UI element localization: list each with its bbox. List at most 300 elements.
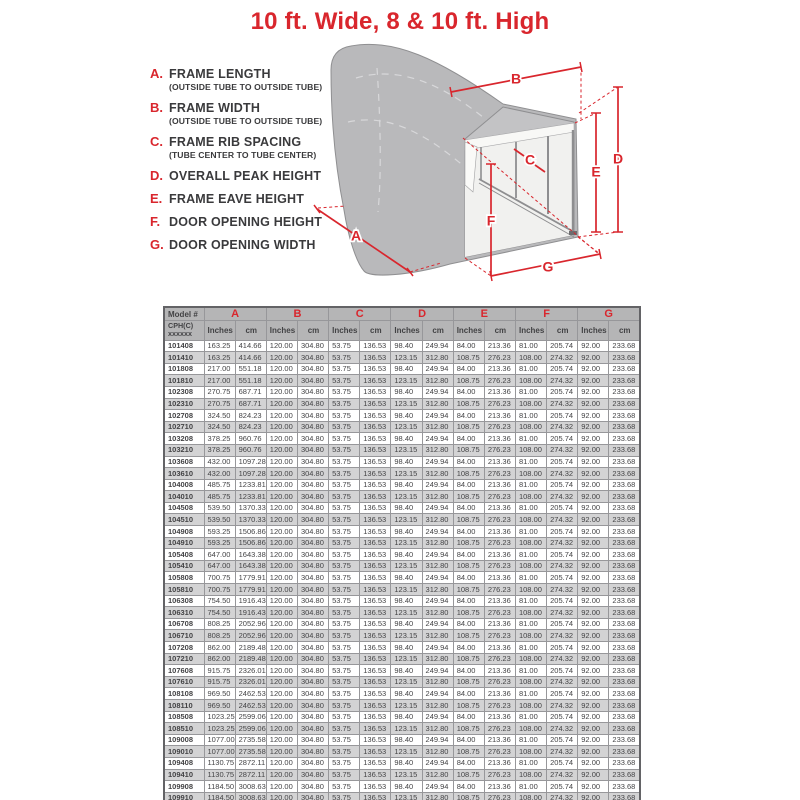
table-row bbox=[164, 352, 640, 364]
value-cell: 98.40 bbox=[391, 526, 422, 538]
value-cell: 274.32 bbox=[547, 352, 578, 364]
value-cell: 1779.91 bbox=[235, 584, 266, 596]
value-cell: 304.80 bbox=[297, 549, 328, 561]
value-cell: 205.74 bbox=[547, 479, 578, 491]
legend-sublabel: (TUBE CENTER TO TUBE CENTER) bbox=[169, 150, 317, 160]
value-cell: 1184.50 bbox=[204, 781, 235, 793]
value-cell: 53.75 bbox=[329, 769, 360, 781]
value-cell: 81.00 bbox=[515, 688, 546, 700]
model-subheader-line2: xxxxxx bbox=[168, 329, 192, 339]
value-cell: 1130.75 bbox=[204, 757, 235, 769]
value-cell: 136.53 bbox=[360, 421, 391, 433]
value-cell: 213.36 bbox=[484, 711, 515, 723]
value-cell: 205.74 bbox=[547, 410, 578, 422]
value-cell: 136.53 bbox=[360, 572, 391, 584]
model-number-cell: 109410 bbox=[164, 769, 204, 781]
value-cell: 276.23 bbox=[484, 653, 515, 665]
value-cell: 270.75 bbox=[204, 386, 235, 398]
value-cell: 92.00 bbox=[578, 491, 609, 503]
value-cell: 1023.25 bbox=[204, 711, 235, 723]
value-cell: 233.68 bbox=[609, 421, 640, 433]
value-cell: 120.00 bbox=[266, 757, 297, 769]
value-cell: 81.00 bbox=[515, 410, 546, 422]
value-cell: 92.00 bbox=[578, 514, 609, 526]
value-cell: 276.23 bbox=[484, 676, 515, 688]
value-cell: 304.80 bbox=[297, 676, 328, 688]
value-cell: 233.68 bbox=[609, 699, 640, 711]
value-cell: 136.53 bbox=[360, 746, 391, 758]
value-cell: 92.00 bbox=[578, 526, 609, 538]
value-cell: 233.68 bbox=[609, 723, 640, 735]
value-cell: 304.80 bbox=[297, 537, 328, 549]
value-cell: 274.32 bbox=[547, 746, 578, 758]
table-row bbox=[164, 595, 640, 607]
value-cell: 53.75 bbox=[329, 526, 360, 538]
value-cell: 249.94 bbox=[422, 642, 453, 654]
value-cell: 304.80 bbox=[297, 653, 328, 665]
value-cell: 136.53 bbox=[360, 560, 391, 572]
legend-label: DOOR OPENING HEIGHT bbox=[169, 215, 323, 229]
value-cell: 108.75 bbox=[453, 584, 484, 596]
value-cell: 808.25 bbox=[204, 618, 235, 630]
value-cell: 108.75 bbox=[453, 444, 484, 456]
value-cell: 233.68 bbox=[609, 746, 640, 758]
model-number-cell: 107208 bbox=[164, 642, 204, 654]
value-cell: 98.40 bbox=[391, 433, 422, 445]
value-cell: 123.15 bbox=[391, 468, 422, 480]
value-cell: 108.00 bbox=[515, 514, 546, 526]
value-cell: 1643.38 bbox=[235, 560, 266, 572]
value-cell: 304.80 bbox=[297, 584, 328, 596]
value-cell: 123.15 bbox=[391, 584, 422, 596]
value-cell: 53.75 bbox=[329, 549, 360, 561]
value-cell: 53.75 bbox=[329, 607, 360, 619]
value-cell: 233.68 bbox=[609, 468, 640, 480]
table-row bbox=[164, 444, 640, 456]
value-cell: 136.53 bbox=[360, 607, 391, 619]
value-cell: 98.40 bbox=[391, 757, 422, 769]
value-cell: 53.75 bbox=[329, 386, 360, 398]
value-cell: 120.00 bbox=[266, 607, 297, 619]
value-cell: 81.00 bbox=[515, 572, 546, 584]
value-cell: 92.00 bbox=[578, 699, 609, 711]
value-cell: 53.75 bbox=[329, 699, 360, 711]
value-cell: 1097.28 bbox=[235, 456, 266, 468]
dim-tick bbox=[580, 62, 582, 72]
table-row bbox=[164, 363, 640, 375]
value-cell: 205.74 bbox=[547, 526, 578, 538]
value-cell: 53.75 bbox=[329, 676, 360, 688]
value-cell: 312.80 bbox=[422, 699, 453, 711]
value-cell: 108.75 bbox=[453, 699, 484, 711]
value-cell: 123.15 bbox=[391, 630, 422, 642]
value-cell: 274.32 bbox=[547, 676, 578, 688]
value-cell: 92.00 bbox=[578, 781, 609, 793]
value-cell: 304.80 bbox=[297, 699, 328, 711]
model-number-cell: 109008 bbox=[164, 734, 204, 746]
value-cell: 551.18 bbox=[235, 375, 266, 387]
value-cell: 92.00 bbox=[578, 421, 609, 433]
value-cell: 213.36 bbox=[484, 688, 515, 700]
unit-header-cell: Inches bbox=[204, 321, 235, 341]
value-cell: 2735.58 bbox=[235, 746, 266, 758]
value-cell: 304.80 bbox=[297, 444, 328, 456]
value-cell: 120.00 bbox=[266, 688, 297, 700]
value-cell: 647.00 bbox=[204, 560, 235, 572]
value-cell: 213.36 bbox=[484, 526, 515, 538]
legend-sublabel: (OUTSIDE TUBE TO OUTSIDE TUBE) bbox=[169, 82, 323, 92]
value-cell: 92.00 bbox=[578, 549, 609, 561]
value-cell: 98.40 bbox=[391, 502, 422, 514]
value-cell: 123.15 bbox=[391, 792, 422, 800]
value-cell: 53.75 bbox=[329, 584, 360, 596]
table-row bbox=[164, 479, 640, 491]
value-cell: 213.36 bbox=[484, 340, 515, 352]
value-cell: 92.00 bbox=[578, 769, 609, 781]
value-cell: 276.23 bbox=[484, 352, 515, 364]
value-cell: 274.32 bbox=[547, 491, 578, 503]
value-cell: 1023.25 bbox=[204, 723, 235, 735]
value-cell: 92.00 bbox=[578, 572, 609, 584]
value-cell: 53.75 bbox=[329, 595, 360, 607]
unit-header-cell: cm bbox=[422, 321, 453, 341]
value-cell: 53.75 bbox=[329, 479, 360, 491]
value-cell: 92.00 bbox=[578, 456, 609, 468]
value-cell: 92.00 bbox=[578, 746, 609, 758]
value-cell: 205.74 bbox=[547, 456, 578, 468]
value-cell: 92.00 bbox=[578, 734, 609, 746]
unit-header-cell: Inches bbox=[391, 321, 422, 341]
model-number-cell: 101808 bbox=[164, 363, 204, 375]
value-cell: 274.32 bbox=[547, 514, 578, 526]
model-number-cell: 101408 bbox=[164, 340, 204, 352]
value-cell: 274.32 bbox=[547, 421, 578, 433]
value-cell: 92.00 bbox=[578, 352, 609, 364]
value-cell: 81.00 bbox=[515, 665, 546, 677]
value-cell: 276.23 bbox=[484, 792, 515, 800]
table-row bbox=[164, 642, 640, 654]
table-row bbox=[164, 537, 640, 549]
value-cell: 2462.53 bbox=[235, 688, 266, 700]
value-cell: 120.00 bbox=[266, 421, 297, 433]
value-cell: 304.80 bbox=[297, 734, 328, 746]
value-cell: 108.75 bbox=[453, 769, 484, 781]
value-cell: 312.80 bbox=[422, 769, 453, 781]
model-number-cell: 102310 bbox=[164, 398, 204, 410]
value-cell: 108.00 bbox=[515, 537, 546, 549]
value-cell: 276.23 bbox=[484, 421, 515, 433]
value-cell: 53.75 bbox=[329, 560, 360, 572]
value-cell: 53.75 bbox=[329, 688, 360, 700]
table-row bbox=[164, 711, 640, 723]
model-number-cell: 106708 bbox=[164, 618, 204, 630]
legend-letter: B. bbox=[150, 100, 163, 115]
value-cell: 108.00 bbox=[515, 746, 546, 758]
value-cell: 84.00 bbox=[453, 340, 484, 352]
model-number-cell: 106308 bbox=[164, 595, 204, 607]
value-cell: 120.00 bbox=[266, 386, 297, 398]
value-cell: 233.68 bbox=[609, 340, 640, 352]
model-number-cell: 108108 bbox=[164, 688, 204, 700]
value-cell: 2326.01 bbox=[235, 665, 266, 677]
value-cell: 120.00 bbox=[266, 769, 297, 781]
value-cell: 136.53 bbox=[360, 584, 391, 596]
value-cell: 53.75 bbox=[329, 352, 360, 364]
value-cell: 98.40 bbox=[391, 410, 422, 422]
value-cell: 108.00 bbox=[515, 792, 546, 800]
value-cell: 108.75 bbox=[453, 607, 484, 619]
value-cell: 249.94 bbox=[422, 549, 453, 561]
value-cell: 593.25 bbox=[204, 537, 235, 549]
value-cell: 53.75 bbox=[329, 433, 360, 445]
model-number-cell: 104010 bbox=[164, 491, 204, 503]
value-cell: 233.68 bbox=[609, 688, 640, 700]
table-row bbox=[164, 618, 640, 630]
value-cell: 205.74 bbox=[547, 711, 578, 723]
value-cell: 304.80 bbox=[297, 502, 328, 514]
value-cell: 213.36 bbox=[484, 572, 515, 584]
value-cell: 276.23 bbox=[484, 723, 515, 735]
table-row bbox=[164, 526, 640, 538]
value-cell: 108.75 bbox=[453, 537, 484, 549]
legend-letter: G. bbox=[150, 237, 164, 252]
value-cell: 136.53 bbox=[360, 410, 391, 422]
value-cell: 92.00 bbox=[578, 723, 609, 735]
value-cell: 136.53 bbox=[360, 375, 391, 387]
value-cell: 53.75 bbox=[329, 792, 360, 800]
value-cell: 84.00 bbox=[453, 433, 484, 445]
value-cell: 92.00 bbox=[578, 711, 609, 723]
table-row bbox=[164, 514, 640, 526]
value-cell: 276.23 bbox=[484, 560, 515, 572]
value-cell: 274.32 bbox=[547, 398, 578, 410]
value-cell: 136.53 bbox=[360, 653, 391, 665]
value-cell: 205.74 bbox=[547, 757, 578, 769]
model-number-cell: 101810 bbox=[164, 375, 204, 387]
table-row bbox=[164, 781, 640, 793]
value-cell: 249.94 bbox=[422, 665, 453, 677]
value-cell: 1506.86 bbox=[235, 537, 266, 549]
value-cell: 304.80 bbox=[297, 642, 328, 654]
value-cell: 1130.75 bbox=[204, 769, 235, 781]
value-cell: 824.23 bbox=[235, 421, 266, 433]
value-cell: 551.18 bbox=[235, 363, 266, 375]
value-cell: 108.75 bbox=[453, 653, 484, 665]
unit-header-cell: cm bbox=[484, 321, 515, 341]
value-cell: 233.68 bbox=[609, 584, 640, 596]
value-cell: 969.50 bbox=[204, 699, 235, 711]
value-cell: 136.53 bbox=[360, 502, 391, 514]
value-cell: 304.80 bbox=[297, 421, 328, 433]
value-cell: 92.00 bbox=[578, 468, 609, 480]
value-cell: 136.53 bbox=[360, 665, 391, 677]
unit-header-cell: cm bbox=[297, 321, 328, 341]
value-cell: 274.32 bbox=[547, 560, 578, 572]
value-cell: 120.00 bbox=[266, 410, 297, 422]
value-cell: 92.00 bbox=[578, 340, 609, 352]
value-cell: 81.00 bbox=[515, 456, 546, 468]
value-cell: 304.80 bbox=[297, 410, 328, 422]
value-cell: 92.00 bbox=[578, 479, 609, 491]
value-cell: 136.53 bbox=[360, 769, 391, 781]
value-cell: 98.40 bbox=[391, 711, 422, 723]
value-cell: 84.00 bbox=[453, 711, 484, 723]
value-cell: 84.00 bbox=[453, 618, 484, 630]
value-cell: 233.68 bbox=[609, 665, 640, 677]
letter-header-cell: F bbox=[515, 307, 577, 321]
table-row bbox=[164, 699, 640, 711]
value-cell: 92.00 bbox=[578, 757, 609, 769]
legend-label: DOOR OPENING WIDTH bbox=[169, 238, 316, 252]
value-cell: 108.75 bbox=[453, 560, 484, 572]
value-cell: 233.68 bbox=[609, 711, 640, 723]
value-cell: 81.00 bbox=[515, 340, 546, 352]
value-cell: 304.80 bbox=[297, 665, 328, 677]
value-cell: 108.75 bbox=[453, 723, 484, 735]
value-cell: 378.25 bbox=[204, 444, 235, 456]
value-cell: 233.68 bbox=[609, 607, 640, 619]
value-cell: 647.00 bbox=[204, 549, 235, 561]
value-cell: 136.53 bbox=[360, 537, 391, 549]
value-cell: 274.32 bbox=[547, 769, 578, 781]
value-cell: 960.76 bbox=[235, 433, 266, 445]
unit-header-cell: Inches bbox=[266, 321, 297, 341]
value-cell: 233.68 bbox=[609, 618, 640, 630]
value-cell: 304.80 bbox=[297, 781, 328, 793]
dim-label-c: C bbox=[524, 151, 536, 168]
value-cell: 84.00 bbox=[453, 781, 484, 793]
letter-header-cell: D bbox=[391, 307, 453, 321]
value-cell: 98.40 bbox=[391, 479, 422, 491]
value-cell: 700.75 bbox=[204, 584, 235, 596]
value-cell: 1097.28 bbox=[235, 468, 266, 480]
model-number-cell: 108110 bbox=[164, 699, 204, 711]
value-cell: 249.94 bbox=[422, 688, 453, 700]
value-cell: 304.80 bbox=[297, 398, 328, 410]
value-cell: 205.74 bbox=[547, 340, 578, 352]
value-cell: 120.00 bbox=[266, 340, 297, 352]
value-cell: 213.36 bbox=[484, 595, 515, 607]
table-row bbox=[164, 572, 640, 584]
value-cell: 53.75 bbox=[329, 375, 360, 387]
value-cell: 53.75 bbox=[329, 723, 360, 735]
value-cell: 276.23 bbox=[484, 769, 515, 781]
value-cell: 108.00 bbox=[515, 398, 546, 410]
value-cell: 233.68 bbox=[609, 444, 640, 456]
value-cell: 233.68 bbox=[609, 572, 640, 584]
value-cell: 120.00 bbox=[266, 514, 297, 526]
value-cell: 312.80 bbox=[422, 630, 453, 642]
letter-header-cell: E bbox=[453, 307, 515, 321]
table-row bbox=[164, 688, 640, 700]
value-cell: 84.00 bbox=[453, 549, 484, 561]
value-cell: 249.94 bbox=[422, 734, 453, 746]
value-cell: 136.53 bbox=[360, 723, 391, 735]
value-cell: 969.50 bbox=[204, 688, 235, 700]
value-cell: 120.00 bbox=[266, 746, 297, 758]
value-cell: 120.00 bbox=[266, 572, 297, 584]
model-number-cell: 104910 bbox=[164, 537, 204, 549]
value-cell: 120.00 bbox=[266, 352, 297, 364]
value-cell: 136.53 bbox=[360, 386, 391, 398]
value-cell: 53.75 bbox=[329, 398, 360, 410]
value-cell: 233.68 bbox=[609, 676, 640, 688]
value-cell: 84.00 bbox=[453, 734, 484, 746]
value-cell: 276.23 bbox=[484, 468, 515, 480]
value-cell: 120.00 bbox=[266, 642, 297, 654]
value-cell: 304.80 bbox=[297, 456, 328, 468]
value-cell: 233.68 bbox=[609, 792, 640, 800]
value-cell: 205.74 bbox=[547, 433, 578, 445]
letter-header-cell: A bbox=[204, 307, 266, 321]
value-cell: 205.74 bbox=[547, 363, 578, 375]
value-cell: 84.00 bbox=[453, 642, 484, 654]
value-cell: 108.00 bbox=[515, 375, 546, 387]
value-cell: 136.53 bbox=[360, 699, 391, 711]
value-cell: 414.66 bbox=[235, 352, 266, 364]
value-cell: 53.75 bbox=[329, 514, 360, 526]
value-cell: 217.00 bbox=[204, 363, 235, 375]
value-cell: 205.74 bbox=[547, 502, 578, 514]
value-cell: 123.15 bbox=[391, 769, 422, 781]
value-cell: 2052.96 bbox=[235, 618, 266, 630]
value-cell: 233.68 bbox=[609, 479, 640, 491]
dim-label-f: F bbox=[486, 212, 496, 229]
model-number-cell: 105808 bbox=[164, 572, 204, 584]
value-cell: 84.00 bbox=[453, 595, 484, 607]
value-cell: 233.68 bbox=[609, 560, 640, 572]
value-cell: 123.15 bbox=[391, 421, 422, 433]
model-number-cell: 109910 bbox=[164, 792, 204, 800]
value-cell: 123.15 bbox=[391, 699, 422, 711]
value-cell: 485.75 bbox=[204, 491, 235, 503]
value-cell: 274.32 bbox=[547, 607, 578, 619]
value-cell: 53.75 bbox=[329, 781, 360, 793]
value-cell: 233.68 bbox=[609, 549, 640, 561]
value-cell: 687.71 bbox=[235, 386, 266, 398]
legend-label: FRAME RIB SPACING bbox=[169, 135, 302, 149]
value-cell: 304.80 bbox=[297, 711, 328, 723]
value-cell: 92.00 bbox=[578, 665, 609, 677]
dim-label-g: G bbox=[542, 258, 554, 275]
unit-header-cell: Inches bbox=[515, 321, 546, 341]
page-title: 10 ft. Wide, 8 & 10 ft. High bbox=[250, 8, 550, 35]
dim-dash bbox=[578, 237, 600, 254]
value-cell: 108.00 bbox=[515, 630, 546, 642]
value-cell: 120.00 bbox=[266, 363, 297, 375]
value-cell: 2052.96 bbox=[235, 630, 266, 642]
value-cell: 233.68 bbox=[609, 769, 640, 781]
value-cell: 108.00 bbox=[515, 468, 546, 480]
value-cell: 304.80 bbox=[297, 514, 328, 526]
value-cell: 108.75 bbox=[453, 514, 484, 526]
value-cell: 2872.11 bbox=[235, 757, 266, 769]
value-cell: 92.00 bbox=[578, 792, 609, 800]
model-number-cell: 109010 bbox=[164, 746, 204, 758]
value-cell: 233.68 bbox=[609, 595, 640, 607]
model-number-cell: 103210 bbox=[164, 444, 204, 456]
value-cell: 276.23 bbox=[484, 607, 515, 619]
value-cell: 120.00 bbox=[266, 676, 297, 688]
value-cell: 312.80 bbox=[422, 607, 453, 619]
value-cell: 1370.33 bbox=[235, 514, 266, 526]
value-cell: 312.80 bbox=[422, 514, 453, 526]
model-number-cell: 109408 bbox=[164, 757, 204, 769]
value-cell: 81.00 bbox=[515, 781, 546, 793]
value-cell: 84.00 bbox=[453, 572, 484, 584]
value-cell: 233.68 bbox=[609, 375, 640, 387]
value-cell: 98.40 bbox=[391, 363, 422, 375]
